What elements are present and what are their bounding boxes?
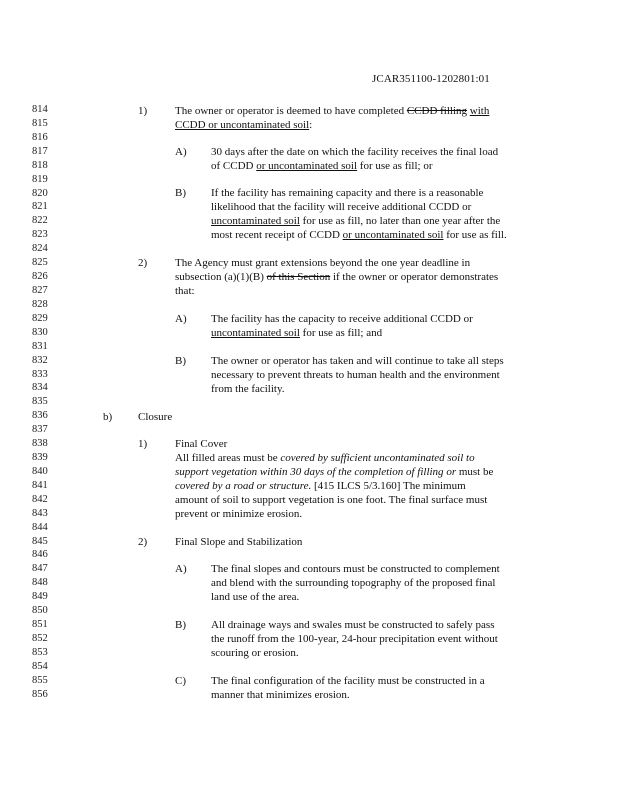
item-a1A-label: A) (175, 146, 187, 158)
line-number: 840 (32, 465, 48, 477)
line-number: 844 (32, 521, 48, 533)
item-b1-label: 1) (138, 438, 148, 450)
item-b1-line-5: prevent or minimize erosion. (175, 508, 303, 520)
line-number: 848 (32, 577, 48, 589)
item-a1A-line-1: 30 days after the date on which the facility receives the final load (211, 146, 499, 158)
line-number: 817 (32, 145, 48, 157)
item-a2B-line-3: from the facility. (211, 383, 285, 395)
line-number: 818 (32, 159, 48, 171)
line-number: 820 (32, 187, 48, 199)
line-number: 831 (32, 340, 48, 352)
item-b2C-line-2: manner that minimizes erosion. (211, 689, 350, 701)
line-number: 835 (32, 396, 48, 408)
line-number: 815 (32, 117, 48, 129)
line-number: 834 (32, 382, 48, 394)
line-number: 842 (32, 493, 48, 505)
line-number: 843 (32, 507, 48, 519)
line-number: 833 (32, 368, 48, 380)
item-a1-label: 1) (138, 105, 148, 117)
line-number: 816 (32, 131, 48, 143)
item-a1-line-2: CCDD or uncontaminated soil: (175, 119, 313, 131)
item-a1-line-1: The owner or operator is deemed to have completed CCDD filling with (175, 105, 490, 117)
item-a2-line-1: The Agency must grant extensions beyond the one year deadline in (175, 257, 471, 269)
line-number: 821 (32, 201, 48, 213)
item-b2-label: 2) (138, 536, 148, 548)
item-b2B-line-3: scouring or erosion. (211, 647, 299, 659)
line-number: 832 (32, 354, 48, 366)
line-number: 845 (32, 535, 48, 547)
item-b2C-line-1: The final configuration of the facility must be constructed in a (211, 675, 485, 687)
item-a1A-line-2: of CCDD or uncontaminated soil for use as fill; or (211, 160, 433, 172)
section-b-title: Closure (138, 411, 173, 423)
line-number: 851 (32, 619, 48, 630)
item-a1B-line-4: most recent receipt of CCDD or uncontaminated soil for use as fill. (211, 229, 507, 241)
item-b2-title: Final Slope and Stabilization (175, 536, 303, 548)
line-number: 850 (32, 605, 48, 617)
item-a1B-line-1: If the facility has remaining capacity and there is a reasonable (211, 187, 484, 199)
page-header: JCAR351100-1202801:01 (372, 73, 490, 85)
item-b1-line-2: support vegetation within 30 days of the completion of filling or must be (175, 466, 494, 478)
line-number: 839 (32, 452, 48, 463)
item-a1B-line-2: likelihood that the facility will receive additional CCDD or (211, 201, 472, 213)
item-a2-label: 2) (138, 257, 148, 269)
item-a1B-label: B) (175, 187, 186, 199)
item-a2B-line-2: necessary to prevent threats to human health and the environment (211, 369, 500, 381)
line-number: 827 (32, 285, 48, 296)
line-number: 823 (32, 229, 48, 241)
item-b2B-line-2: the runoff from the 100-year, 24-hour precipitation event without (211, 633, 498, 645)
line-number: 819 (32, 173, 48, 185)
item-b1-line-1: All filled areas must be covered by sufficient uncontaminated soil to (175, 452, 475, 464)
item-a1B-line-3: uncontaminated soil for use as fill, no later than one year after the (211, 215, 501, 227)
item-a2-line-3: that: (175, 285, 195, 297)
item-a2A-line-1: The facility has the capacity to receive additional CCDD or (211, 313, 473, 325)
item-b2C-label: C) (175, 675, 186, 687)
item-b2A-line-3: land use of the area. (211, 591, 300, 603)
item-a2B-label: B) (175, 355, 186, 367)
line-number: 852 (32, 633, 48, 644)
item-a2A-line-2: uncontaminated soil for use as fill; and (211, 327, 383, 339)
line-number: 828 (32, 298, 48, 310)
item-b2A-label: A) (175, 563, 187, 575)
line-number: 822 (32, 215, 48, 227)
line-number: 855 (32, 674, 48, 686)
line-number: 837 (32, 424, 48, 436)
item-b1-title: Final Cover (175, 438, 228, 450)
line-number: 814 (32, 104, 48, 115)
section-b-label: b) (103, 411, 113, 423)
line-number: 854 (32, 660, 48, 672)
item-a2-line-2: subsection (a)(1)(B) of this Section if the owner or operator demonstrates (175, 271, 499, 283)
item-a2A-label: A) (175, 313, 187, 325)
line-number: 853 (32, 646, 48, 658)
item-b2A-line-1: The final slopes and contours must be constructed to complement (211, 563, 500, 575)
line-number: 841 (32, 479, 48, 491)
item-b2B-line-1: All drainage ways and swales must be constructed to safely pass (211, 619, 495, 631)
item-b2B-label: B) (175, 619, 186, 631)
item-b2A-line-2: and blend with the surrounding topography of the proposed final (211, 577, 496, 589)
line-number: 846 (32, 549, 48, 561)
item-b1-line-4: amount of soil to support vegetation is one foot. The final surface must (175, 494, 488, 506)
line-number: 847 (32, 563, 48, 575)
line-number: 830 (32, 326, 48, 338)
line-number: 838 (32, 438, 48, 450)
line-number: 856 (32, 688, 48, 700)
line-number: 826 (32, 271, 48, 282)
line-number: 836 (32, 410, 48, 422)
line-number: 849 (32, 591, 48, 603)
line-number: 825 (32, 257, 48, 269)
line-number: 829 (32, 312, 48, 324)
item-b1-line-3: covered by a road or structure. [415 ILCS 5/3.160] The minimum (175, 480, 466, 492)
item-a2B-line-1: The owner or operator has taken and will continue to take all steps (211, 355, 504, 367)
line-number: 824 (32, 243, 48, 255)
